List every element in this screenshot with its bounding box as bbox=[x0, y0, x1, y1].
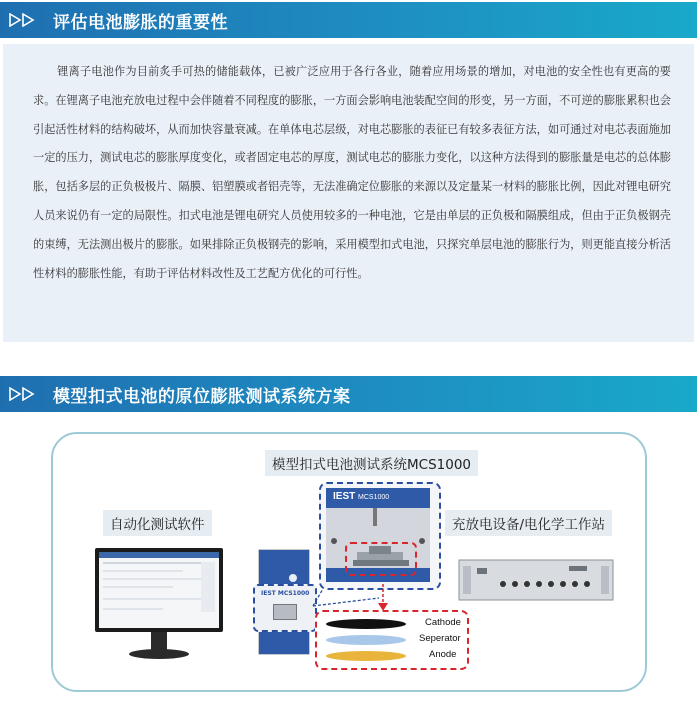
device-screw bbox=[331, 538, 337, 544]
layer-label-anode: Anode bbox=[429, 649, 457, 660]
device-zoom-callout bbox=[319, 482, 441, 590]
section-header-importance bbox=[0, 2, 697, 38]
charge-station-image bbox=[457, 556, 615, 604]
device-screw bbox=[419, 538, 425, 544]
double-play-icon bbox=[9, 387, 35, 401]
label-charge-station: 充放电设备/电化学工作站 bbox=[445, 510, 612, 536]
cell-layers-callout bbox=[315, 610, 469, 670]
arrow-down-icon bbox=[377, 584, 389, 612]
section-title: 模型扣式电池的原位膨胀测试系统方案 bbox=[53, 386, 351, 407]
tester-brand-label: IEST MCS1000 bbox=[261, 590, 310, 597]
double-play-icon bbox=[9, 13, 35, 27]
label-test-system: 模型扣式电池测试系统MCS1000 bbox=[265, 450, 478, 476]
label-software: 自动化测试软件 bbox=[103, 510, 212, 536]
tester-chamber bbox=[273, 604, 297, 620]
cell-holder-top bbox=[369, 546, 391, 554]
section-header-solution bbox=[0, 376, 697, 412]
device-brand-logo: IEST MCS1000 bbox=[333, 491, 390, 502]
cell-layers-graphic bbox=[321, 616, 411, 664]
intro-paragraph: 锂离子电池作为目前炙手可热的储能载体，已被广泛应用于各行各业，随着应用场景的增加，对电池的安全性也有更高的要求。在锂离子电池充放电过程中会伴随着不同程度的膨胀，一方面会影响电池装配空间的形变，另一方面，不可逆的膨胀累积也会引起活性材料的结构破坏，从而加快容量衰减。在单体电芯层级，对电芯膨胀的表征已有较多表征方法，如可通过对电芯表面施加一定的压力，测试电芯的膨胀厚度变化，或者固定电芯的厚度，测试电芯的膨胀力变化，以这种方法得到的膨胀量是电芯的总体膨胀，包括多层的正负极极片、隔膜、铝塑膜或者铝壳等，无法准确定位膨胀的来源以及定量某一材料的膨胀比例，因此对锂电研究人员来说仍有一定的局限性。扣式电池是锂电研究人员使用较多的一种电池，它是由单层的正负极和隔膜组成，但由于正负极钢壳的束缚，无法测出极片的膨胀。如果排除正负极钢壳的影响，采用模型扣式电池，只探究单层电池的膨胀行为，则更能直接分析活性材料的膨胀性能，有助于评估材料改性及工艺配方优化的可行性。 bbox=[33, 65, 671, 280]
cell-holder-base bbox=[353, 560, 409, 566]
intro-panel bbox=[3, 44, 694, 342]
system-diagram bbox=[51, 432, 647, 692]
layer-label-cathode: Cathode bbox=[425, 617, 461, 628]
device-press-rod bbox=[373, 508, 377, 526]
layer-label-separator: Seperator bbox=[419, 633, 461, 644]
tester-callout-box bbox=[253, 584, 317, 632]
section-title: 评估电池膨胀的重要性 bbox=[53, 12, 228, 33]
monitor-image bbox=[93, 546, 225, 664]
cell-holder-callout bbox=[345, 542, 417, 576]
